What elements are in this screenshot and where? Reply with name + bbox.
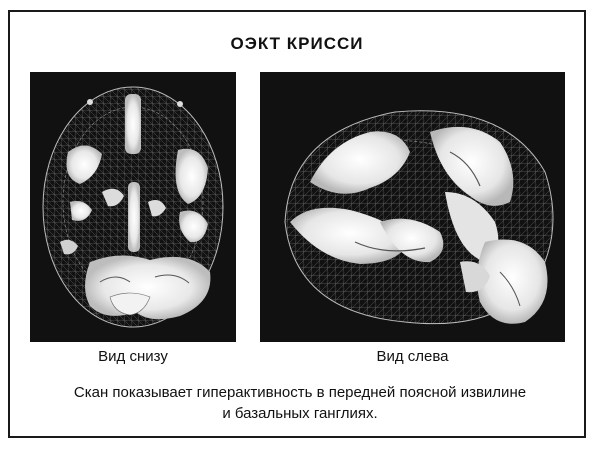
description-line: Скан показывает гиперактивность в передней поясной извилине (73, 384, 527, 401)
figure-title: ОЭКТ КРИССИ (230, 34, 364, 53)
scan-left-view-image (260, 72, 565, 342)
description-line: и базальных ганглиях. (222, 405, 378, 422)
scan-bottom-view-image (30, 72, 236, 342)
caption-bottom-view: Вид снизу (98, 348, 168, 365)
scan-description (30, 382, 570, 424)
caption-left-view: Вид слева (376, 348, 449, 365)
figure-frame (8, 10, 586, 438)
